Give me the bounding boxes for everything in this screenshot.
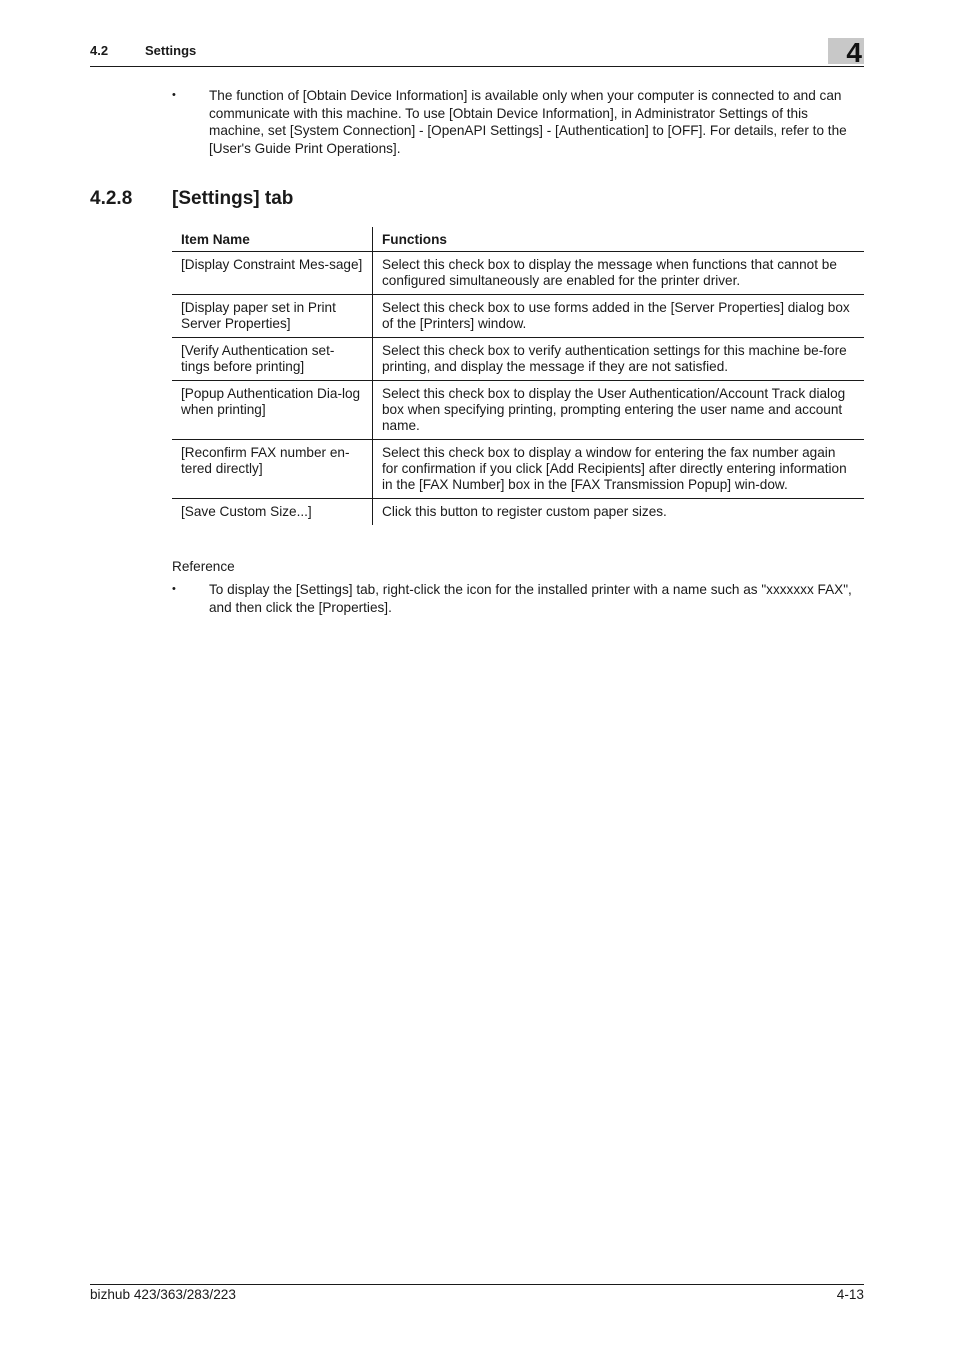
table-row bbox=[172, 295, 864, 338]
function-cell: Select this check box to verify authentication settings for this machine be-fore printing, and display the message if they are not satisfied. bbox=[373, 338, 865, 381]
section-title: [Settings] tab bbox=[172, 188, 294, 209]
section-number: 4.2.8 bbox=[90, 188, 133, 209]
section-heading bbox=[90, 188, 293, 210]
column-header-functions: Functions bbox=[373, 227, 865, 252]
item-name-cell: [Verify Authentication set-tings before printing] bbox=[172, 338, 373, 381]
table-header-row bbox=[172, 227, 864, 252]
function-cell: Select this check box to display the User Authentication/Account Track dialog box when specifying printing, prompting entering the user name and account name. bbox=[373, 381, 865, 440]
function-cell: Select this check box to display a window for entering the fax number again for confirmation if you click [Add Recipients] after directly entering information in the [FAX Number] box in the [FAX Transmission Popup] win-dow. bbox=[373, 440, 865, 499]
item-name-cell: [Popup Authentication Dia-log when printing] bbox=[172, 381, 373, 440]
table-row bbox=[172, 338, 864, 381]
table-row bbox=[172, 252, 864, 295]
chapter-number: 4 bbox=[846, 37, 862, 68]
function-cell: Select this check box to display the message when functions that cannot be configured simultaneously are enabled for the printer driver. bbox=[373, 252, 865, 295]
table-row bbox=[172, 499, 864, 526]
reference-label: Reference bbox=[172, 559, 235, 574]
item-name-cell: [Display paper set in Print Server Properties] bbox=[172, 295, 373, 338]
table-row bbox=[172, 440, 864, 499]
footer-product-name: bizhub 423/363/283/223 bbox=[90, 1287, 236, 1302]
function-cell: Select this check box to use forms added in the [Server Properties] dialog box of the [Printers] window. bbox=[373, 295, 865, 338]
page-footer bbox=[90, 1284, 864, 1302]
table-row bbox=[172, 381, 864, 440]
header-section-number: 4.2 bbox=[90, 43, 109, 58]
reference-bullet-text: To display the [Settings] tab, right-click the icon for the installed printer with a name such as "xxxxxxx FAX", and then click the [Properties]. bbox=[209, 582, 852, 615]
item-name-cell: [Display Constraint Mes-sage] bbox=[172, 252, 373, 295]
item-name-cell: [Reconfirm FAX number en-tered directly] bbox=[172, 440, 373, 499]
bullet-icon: • bbox=[172, 89, 176, 101]
page-header bbox=[90, 37, 864, 68]
chapter-tab bbox=[828, 37, 864, 68]
footer-page-number: 4-13 bbox=[836, 1287, 864, 1302]
function-cell: Click this button to register custom paper sizes. bbox=[382, 504, 667, 519]
bullet-icon: • bbox=[172, 583, 176, 595]
intro-bullet bbox=[172, 87, 864, 157]
header-section-title: Settings bbox=[145, 43, 197, 58]
column-header-item-name: Item Name bbox=[172, 227, 373, 252]
settings-table bbox=[172, 227, 864, 525]
intro-bullet-text: The function of [Obtain Device Information] is available only when your computer is connected to and can communicate with this machine. To use [Obtain Device Information], in Administrator Settings of this machine, set [System Connection] - [OpenAPI Settings] - [Authentication] to [OFF]. For details, refer to the [User's Guide Print Operations]. bbox=[209, 88, 847, 156]
item-name-cell: [Save Custom Size...] bbox=[172, 499, 373, 526]
reference-bullet bbox=[172, 581, 864, 616]
